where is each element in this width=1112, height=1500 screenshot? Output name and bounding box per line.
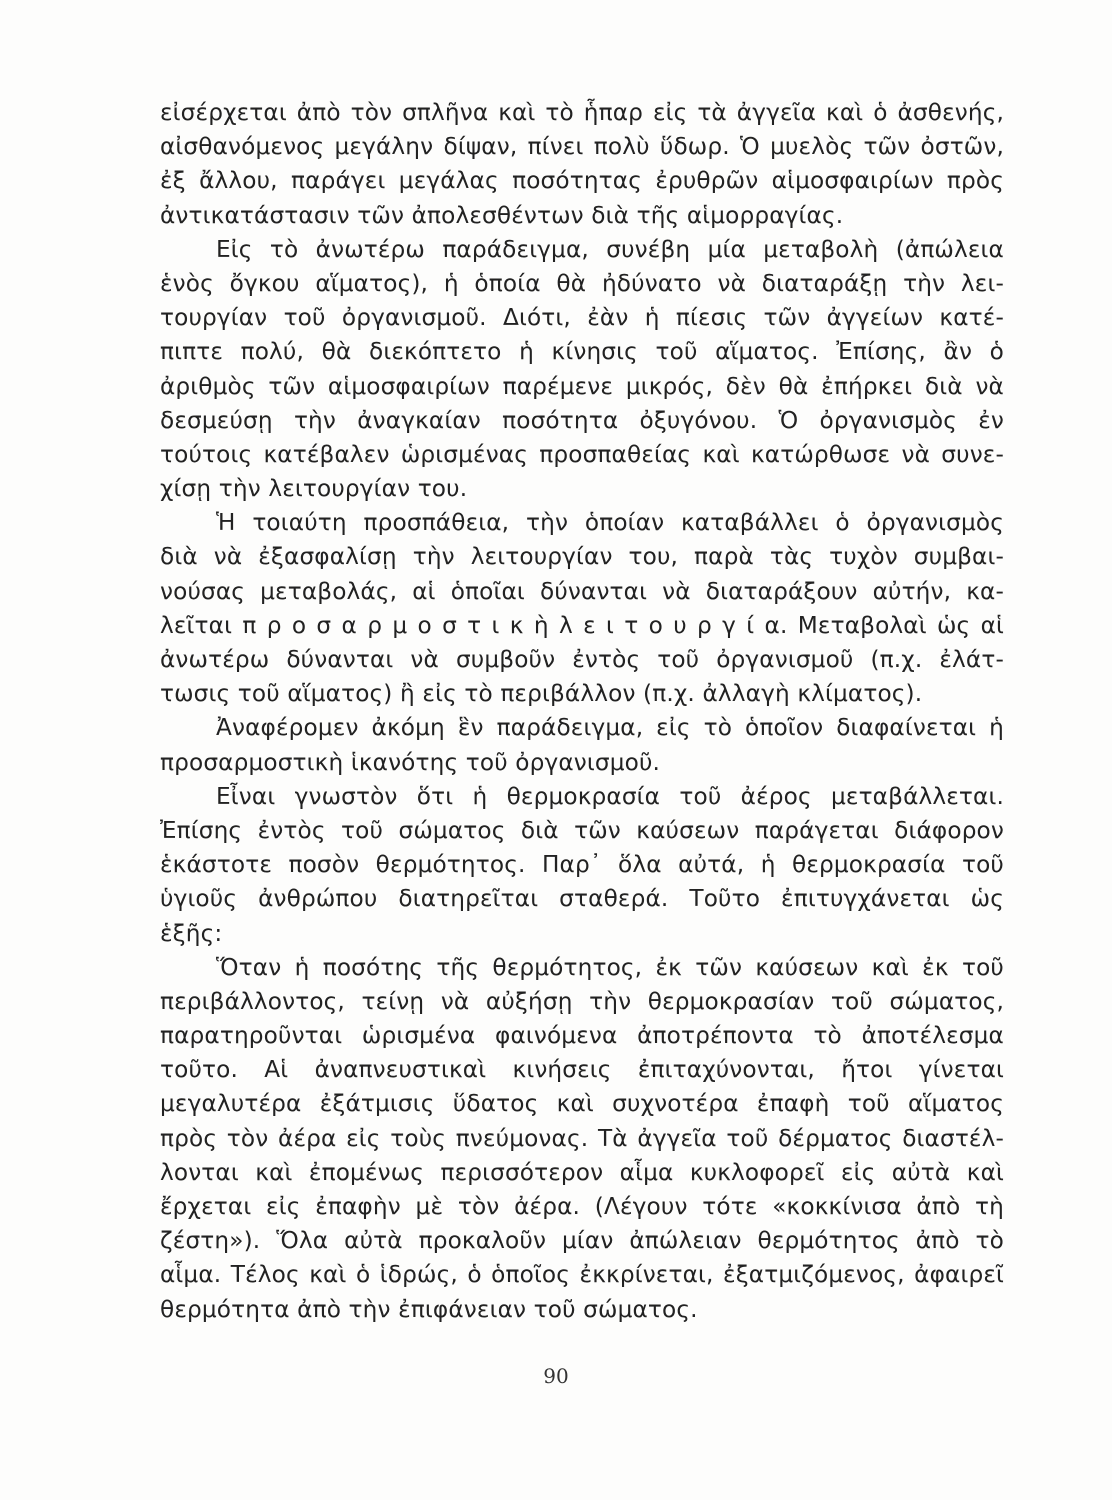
body-text bbox=[160, 96, 1004, 1327]
text-line: μεγαλυτέρα ἐξάτμισις ὕδατος καὶ συχνοτέρα ἐπαφὴ τοῦ αἵματος bbox=[160, 1090, 1004, 1118]
paragraph-start-line: Εἶναι γνωστὸν ὅτι ἡ θερμοκρασία τοῦ ἀέρος μεταβάλλεται. bbox=[216, 782, 1004, 810]
text-line: ζέστη»). Ὅλα αὐτὰ προκαλοῦν μίαν ἀπώλειαν θερμότητος ἀπὸ τὸ bbox=[160, 1227, 1004, 1255]
text-line: ἀνωτέρω δύνανται νὰ συμβοῦν ἐντὸς τοῦ ὀργανισμοῦ (π.χ. ἐλάτ- bbox=[160, 646, 1004, 673]
paragraph-start-line: Ὅταν ἡ ποσότης τῆς θερμότητος, ἐκ τῶν καύσεων καὶ ἐκ τοῦ bbox=[216, 953, 1004, 981]
text-line: ἑκάστοτε ποσὸν θερμότητος. Παρ᾽ ὅλα αὐτά, ἡ θερμοκρασία τοῦ bbox=[160, 851, 1004, 879]
text-line: εἰσέρχεται ἀπὸ τὸν σπλῆνα καὶ τὸ ἧπαρ εἰς τὰ ἀγγεῖα καὶ ὁ ἀσθενής, bbox=[160, 99, 1004, 126]
text-line: δεσμεύσῃ τὴν ἀναγκαίαν ποσότητα ὀξυγόνου. Ὁ ὀργανισμὸς ἐν bbox=[160, 406, 1004, 434]
text-line: ἑξῆς: bbox=[160, 919, 223, 947]
text-line: πιπτε πολύ, θὰ διεκόπτετο ἡ κίνησις τοῦ αἵματος. Ἐπίσης, ἂν ὁ bbox=[160, 338, 1004, 366]
paragraph-start-line: Ἀναφέρομεν ἀκόμη ἓν παράδειγμα, εἰς τὸ ὁποῖον διαφαίνεται ἡ bbox=[216, 714, 1004, 742]
text-line: περιβάλλοντος, τείνῃ νὰ αὐξήσῃ τὴν θερμοκρασίαν τοῦ σώματος, bbox=[160, 987, 1004, 1015]
text-line: θερμότητα ἀπὸ τὴν ἐπιφάνειαν τοῦ σώματος. bbox=[160, 1295, 698, 1323]
text-line: αἰσθανόμενος μεγάλην δίψαν, πίνει πολὺ ὕδωρ. Ὁ μυελὸς τῶν ὀστῶν, bbox=[160, 133, 1004, 161]
text-line: ἀριθμὸς τῶν αἱμοσφαιρίων παρέμενε μικρός, δὲν θὰ ἐπήρκει διὰ νὰ bbox=[160, 372, 1004, 400]
text-line: προσαρμοστικὴ ἱκανότης τοῦ ὀργανισμοῦ. bbox=[160, 748, 661, 776]
text-line: ὑγιοῦς ἀνθρώπου διατηρεῖται σταθερά. Τοῦτο ἐπιτυγχάνεται ὡς bbox=[160, 885, 1004, 913]
text-line: ἐξ ἄλλου, παράγει μεγάλας ποσότητας ἐρυθρῶν αἱμοσφαιρίων πρὸς bbox=[160, 167, 1004, 195]
paragraph-start-line: Ἡ τοιαύτη προσπάθεια, τὴν ὁποίαν καταβάλλει ὁ ὀργανισμὸς bbox=[216, 509, 1004, 537]
text-line: τουργίαν τοῦ ὀργανισμοῦ. Διότι, ἐὰν ἡ πίεσις τῶν ἀγγείων κατέ- bbox=[160, 304, 1004, 332]
text-line: λονται καὶ ἐπομένως περισσότερον αἷμα κυκλοφορεῖ εἰς αὐτὰ καὶ bbox=[160, 1158, 1004, 1186]
text-line: τωσις τοῦ αἵματος) ἢ εἰς τὸ περιβάλλον (π.χ. ἀλλαγὴ κλίματος). bbox=[160, 680, 923, 708]
text-line: ἔρχεται εἰς ἐπαφὴν μὲ τὸν ἀέρα. (Λέγουν τότε «κοκκίνισα ἀπὸ τὴ bbox=[160, 1193, 1004, 1220]
text-line: διὰ νὰ ἐξασφαλίσῃ τὴν λειτουργίαν του, παρὰ τὰς τυχὸν συμβαι- bbox=[160, 543, 1004, 571]
text-line: πρὸς τὸν ἀέρα εἰς τοὺς πνεύμονας. Τὰ ἀγγεῖα τοῦ δέρματος διαστέλ- bbox=[160, 1124, 1004, 1152]
text-line: ἀντικατάστασιν τῶν ἀπολεσθέντων διὰ τῆς αἱμορραγίας. bbox=[160, 201, 844, 229]
text-line: τοῦτο. Αἱ ἀναπνευστικαὶ κινήσεις ἐπιταχύνονται, ἤτοι γίνεται bbox=[160, 1056, 1004, 1084]
text-line: Ἐπίσης ἐντὸς τοῦ σώματος διὰ τῶν καύσεων παράγεται διάφορον bbox=[160, 816, 1004, 844]
text-line: τούτοις κατέβαλεν ὡρισμένας προσπαθείας καὶ κατώρθωσε νὰ συνε- bbox=[160, 440, 1004, 468]
text-line: παρατηροῦνται ὡρισμένα φαινόμενα ἀποτρέποντα τὸ ἀποτέλεσμα bbox=[160, 1022, 1004, 1050]
text-line: νούσας μεταβολάς, αἱ ὁποῖαι δύνανται νὰ διαταράξουν αὐτήν, κα- bbox=[160, 577, 1004, 605]
paragraph-start-line: Εἰς τὸ ἀνωτέρω παράδειγμα, συνέβη μία μεταβολὴ (ἀπώλεια bbox=[216, 235, 1004, 263]
page-number: 90 bbox=[543, 1364, 569, 1388]
text-line: χίσῃ τὴν λειτουργίαν του. bbox=[160, 475, 468, 503]
text-line: ἑνὸς ὄγκου αἵματος), ἡ ὁποία θὰ ἠδύνατο νὰ διαταράξῃ τὴν λει- bbox=[160, 269, 1004, 297]
text-line: λεῖται π ρ ο σ α ρ μ ο σ τ ι κ ὴ λ ε ι τ ο υ ρ γ ί α. Μεταβολαὶ ὡς αἱ bbox=[160, 611, 1004, 639]
text-line: αἷμα. Τέλος καὶ ὁ ἱδρώς, ὁ ὁποῖος ἐκκρίνεται, ἐξατμιζόμενος, ἀφαιρεῖ bbox=[160, 1261, 1004, 1289]
